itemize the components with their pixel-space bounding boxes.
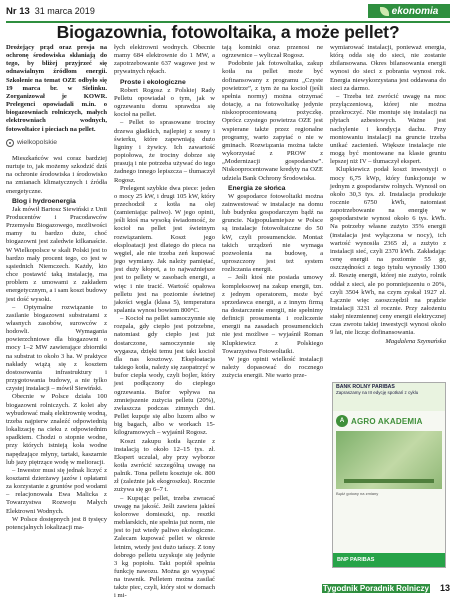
- column-3: [222, 44, 323, 594]
- paragraph: tają kominki oraz przenosi ne ogrzewnice – wyliczał Rogosz.: [222, 44, 323, 60]
- author-region: wielkopolskie: [6, 139, 107, 147]
- ad-photo: [336, 431, 442, 489]
- publication-logo: Tygodnik Poradnik Rolniczy: [322, 584, 429, 593]
- paragraph: Podobnie jak fotowoltaika, zakup kotła na pellet może być dofinansowany z programu „Czyste powietrze”, z tym że na kocioł (jeśli spełnia normy) można otrzymać dotację, a na fotowoltaikę jedynie niskooprocentowaną pożyczkę. Oprócz czystego powietrza OZE jest wspierane także przez regionalne programy, warto zapytać o nie w gminach. Rozwiązania można także wykorzystać z PROW z „Modernizacji gospodarstw”. Niskooprocentowane kredyty na OZE udziela Bank Ochrony Środowiska.: [222, 60, 323, 182]
- paragraph: wymiarować instalacji, ponieważ energia, którą odda się do sieci, nie zostanie zbilansowana. Okres bilansowania energii wynosi do sieci z pobrania wynosi rok. Energia niewykorzystana jest oddawana do sieci za darmo.: [330, 44, 446, 92]
- academy-logo-icon: A: [336, 415, 348, 427]
- page-header: [6, 4, 450, 20]
- article-lead: Drożejący prąd oraz presja na ochronę środowiska skłaniają do tego, by bliżej przyjrzeć się odnawialnym źródłom energii. Szkolenie na temat OZE odbyło się 19 marca br. w Sielinku. Zorganizował je KOWR. Prelegenci opowiadali m.in. o biogazowniach rolniczych, małych elektrowniach wodnych, fotowoltaice i pieciach na pellet.: [6, 44, 107, 133]
- ad-brand: A AGRO AKADEMIA: [333, 411, 445, 431]
- advertisement[interactable]: [332, 382, 446, 568]
- paragraph: W gospodarce fotowoltaiki można zainwestować w instalacje na domu lub budynku gospodarczym bądź na gruncie. Najpopularniejsze w Polsce są instalacje fotowoltaiczne do 50 kW, czyli prosumenckie. Montaż takich urządzeń nie wymaga pozwolenia na budowę, a uproszczony jest też system rozliczania energii.: [222, 192, 323, 274]
- paragraph: W jego opinii wielkość instalacji należy dopasować do rocznego zużycia energii. Nie warto prze-: [222, 355, 323, 380]
- paragraph: – Kupując pellet, trzeba zwracać uwagę na jakość. Jeśli zawiera jakieś kolorowe domieszki, np. resztki meblarskich, nie spełnia już norm, nie jest to już wtedy paliwo ekologiczne. Zalecam kupować pellet w okresie letnim, wtedy jest dużo tańszy. Z tony dobrego pelletu uzyskuje się jedynie 3 kg popiołu. Taki popiół spełnia funkcję nawozu. Można go wysypać na trawnik. Pelletem można zasilać także piec, czyli, który stoi w domach i mi-: [114, 494, 215, 600]
- section-badge: [368, 4, 450, 18]
- article-title: Biogazownia, fotowoltaika, a może pellet?: [56, 22, 400, 42]
- issue-date: 31 marca 2019: [34, 6, 95, 16]
- section-label: ekonomia: [391, 5, 439, 17]
- paragraph: Prelegent szybkie dwa piece: jeden o mocy 25 kW, i drugi 105 kW, który przechodził z kotła na olej (zamieniając paliwo). W jego opinii, jeśli ktoś ma wysoką świadomość, że kocioł na pellet jest świetnym rozwiązaniem. Koszt jego eksploatacji jest dlatego do pieca na węgiel, ale nie trzeba zeń kupować jego wymiany. Jak należy pamiętać, jest duży kłopot, a to najważniejsze jest to pellety w zasobach energii, a więc i nie tracić. Wartość opałowa pelletu jest na poziomie świetnej jakości węgla (klasa 5), temperatura spalania wynosi bowiem 800°C.: [114, 184, 215, 314]
- paragraph: – Trzeba też zwrócić uwagę na moc przyłączeniową, której nie można przekroczyć. Nie montuje się instalacji na płytach azbestowych. Ważne jest nachylenie i kondycja dachu. Przy montowaniu instalacji na gruncie trzeba unikać zacienień. Większe instalacje nie mogą być montowane na klasie gruntu lepszej niż IV – tłumaczył ekspert.: [330, 92, 446, 166]
- paragraph: – Inwestor musi się jednak liczyć z kosztami dzierżawy jazów i opłatami za korzystanie z gruntów pod wodami – relacjonowała Ewa Malicka z Towarzystwa Rozwoju Małych Elektrowni Wodnych.: [6, 466, 107, 515]
- paragraph: Obecnie w Polsce działa 100 biogazowni rolniczych. Z kolei aby wybudować małą elektrownię wodną, trzeba najpierw znaleźć odpowiednią lokalizację na cieku z odpowiednim spadkiem. Chodzi o stopnie wodne, przy których istnieją koła wodne napędzające młyny, tartaki, kaszarnie lub jazy piętrzące wodę w melioracji.: [6, 393, 107, 466]
- author-signature: Magdalena Szymańska: [385, 337, 446, 345]
- leaf-icon: [380, 7, 389, 16]
- paragraph: – Optymalne rozwiązanie to zasilanie biogazowni substratami z własnych zasobów, surowców z hodowli. Wymagania powierzchniowe dla biogazowni o mocy 1–2 MW zawierające zbiorniki na substrat to około 3 ha. W praktyce nakłady wiążą się z kosztem dostosowania infrastruktury i przygotowania budowy, a nie tylko czystej instalacji – mówił Siewiński.: [6, 303, 107, 393]
- paragraph: Robert Rogosz z Polskiej Rady Pelletu opowiadał o tym, jak w ogrzewaniu domu sprawdza się kocioł na pellet.: [114, 86, 215, 119]
- paragraph: – Jeśli ktoś nie posiada umowy kompleksowej na zakup energii, tzn. z jednym operatorem, może być sprzedawca energii, a z innym firmą na dostarczenie energii, nie spełnimy definicji prosumenta i rozliczenie energii na zasadach prosumenckich nie jest możliwe – wyjaśnił Roman Klupkiewicz z Polskiego Towarzystwa Fotowoltaiki.: [222, 274, 323, 355]
- page-number: 13: [439, 583, 450, 593]
- ad-tagline: Bądź gotowy na zmiany: [336, 491, 379, 496]
- paragraph: – Kocioł na pellet samoczynnie się rozpala, gdy ciepło jest potrzebne, natomiast gdy ciepło jest już dostarczone, samoczynnie się wygasza, dzięki temu jest taki kocioł dla nas kosztowy. Eksploatacja takiego kotła, należy się zaopatrzyć w bufor ciepła wody, czyli bojler, który jest podłączony do ciepłego ogrzewania. Bufor wpływa na zmniejszenie zużycia pelletu (20%), zwłaszcza podczas zimnych dni. Pellet kupuje się albo luzem albo w big bagach, albo w workach 15-kilogramowych – wyjaśnił Rogosz.: [114, 315, 215, 437]
- paragraph: Jak mówił Bartosz Siewiński z Unii Producentów i Pracodawców Przemysłu Biogazowego, możliwości mamy tu bardzo duże, choć biogazowni jest zaledwie kilkanaście. W Wielkopolsce w skali Polski jest to bardzo mały procent tego, co jest w sąsiednich Niemczech. Każdy, kto chce postawić taką instalację, ma problem z umowami z zakładem energetycznym, a i sam koszt budowy jest dość wysoki.: [6, 205, 107, 303]
- subheading: Blog i hydroenergia: [12, 197, 76, 205]
- paragraph: Mieszkańców wsi coraz bardziej nurtuje to, jak możemy szkodzić dziś na ochronie środowiska i środowisko na zmianach klimatycznych i źródła energetyczne.: [6, 154, 107, 195]
- paragraph: Klupkiewicz podał koszt inwestycji o mocy 6,75 kWp, który funkcjonuje w jednym z gospodarstw rolnych. Wynosił on około 30,3 tys. zł. Instalacja produkuje rocznie 6750 kWh, natomiast zapotrzebowanie na energię w gospodarstwie wynosi około 6 tys. kWh. Na potrzeby własne zużyto 35% energii (instalacja jest wyłączona w nocy), ich wartość wynosiła 2365 zł, a zużyto z instalacji sieć, czyli 2370 kWh. Zakładając cenę energii na poziomie 55 gr, oszczędności z tego tytułu wynosiły 1300 zł. Resztę energii, której nie zużyto, rolnik oddał z sieci, ale po pomniejszeniu o 20%, czyli 3504 kWh, na czym zyskał 1927 zł. Łącznie więc zaoszczędził na prądzie instalacji 3231 zł rocznie. Przy założeniu stałej niezmiennej ceny energii elektrycznej czas zwrotu takiej inwestycji wynosi około 9 lat, nie licząc dofinansowania.: [330, 166, 446, 337]
- column-1: [6, 44, 107, 594]
- paragraph: łych elektrowni wodnych. Obecnie mamy 684 elektrownie do 1 MW, a zapotrzebowanie 637 wagowe jest w prywatnych rękach.: [114, 44, 215, 76]
- subheading: Proste i ekologiczne: [120, 78, 186, 86]
- ad-footer-bar: BNP PARIBAS: [333, 553, 445, 567]
- subheading: Energia ze słońca: [228, 184, 286, 192]
- paragraph: – Pellet to sprasowane trociny drzewa gładkich, najlepiej z sosny i świerku, które zapewniają dużo ligniny i żywicy. Ich zawartość popiołowa, że trociny dobrze się prasują i nie potrzeba używać do tego żadnego innego lepiszcza – tłumaczył Rogosz.: [114, 119, 215, 184]
- paragraph: Koszt zakupu kotła łącznie z instalacją to około 12–15 tys. zł. Ekspert uczulał, aby przy wyborze kotła zwrócić szczególną uwagę na palnik. Tona pelletu kosztuje ok. 800 zł (zależnie jak ekogroszku). Rocznie zużywa się go 6–7 t.: [114, 437, 215, 494]
- column-4: [330, 44, 446, 376]
- ad-header: BANK ROLNY PARIBAS Zapraszamy na III edycję spotkań z cyklu: [333, 383, 445, 411]
- location-icon: [6, 139, 14, 147]
- column-2: [114, 44, 215, 600]
- issue-number: Nr 13: [6, 6, 30, 17]
- paragraph: W Polsce dostępnych jest 8 tysięcy potencjalnych lokalizacji ma-: [6, 515, 107, 531]
- issue-info: [6, 6, 95, 17]
- page-footer: [6, 582, 450, 596]
